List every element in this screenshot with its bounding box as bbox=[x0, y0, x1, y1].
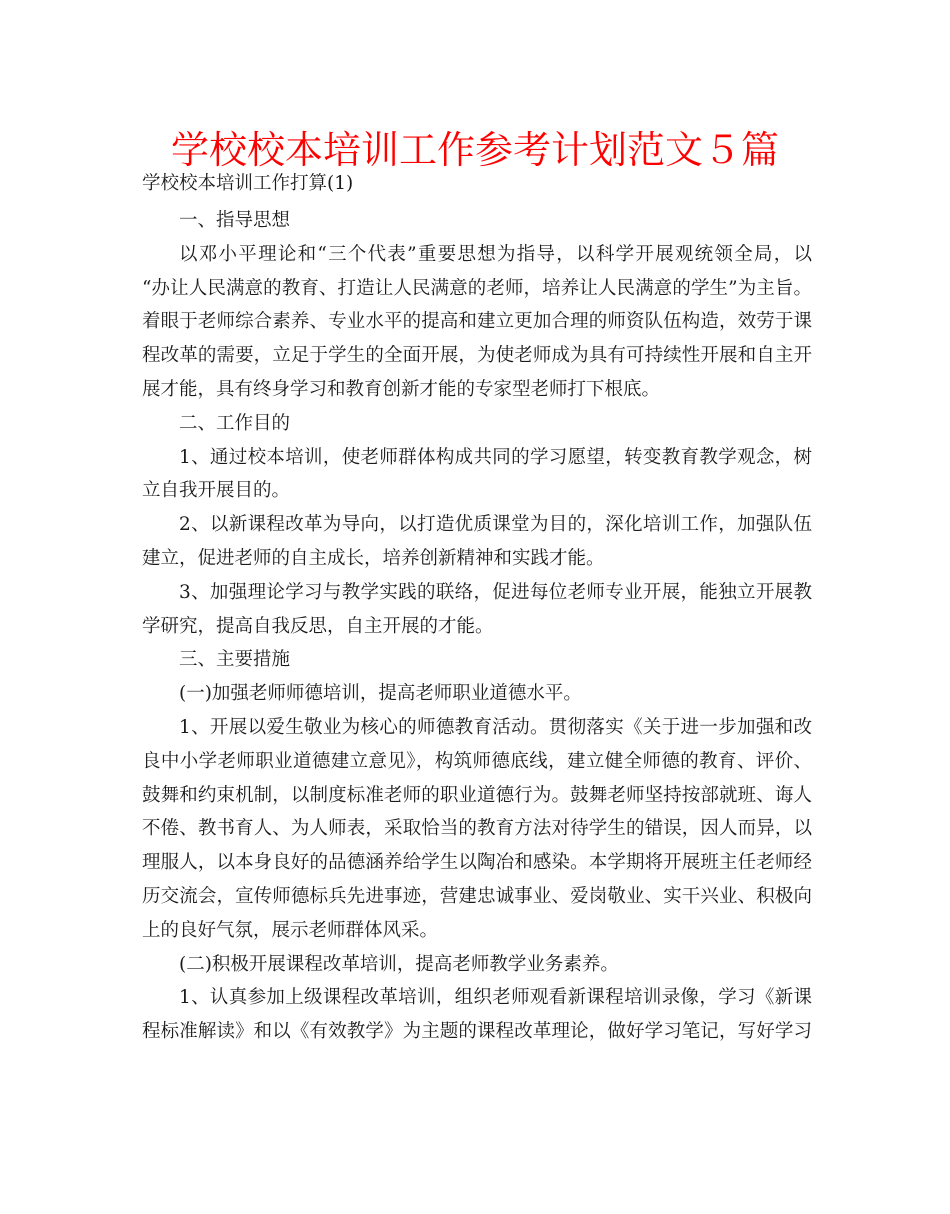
text-line: 1、开展以爱生敬业为核心的师德教育活动。贯彻落实《关于进一步加强和改 bbox=[179, 716, 812, 738]
text-line: 1、通过校本培训，使老师群体构成共同的学习愿望，转变教育教学观念，树 bbox=[179, 446, 812, 468]
heading-main-measures: 三、主要措施 bbox=[179, 649, 291, 671]
text-line: 历交流会，宣传师德标兵先进事迹，营建忠诚事业、爱岗敬业、实干兴业、积极向 bbox=[142, 885, 812, 907]
heading-work-goals: 二、工作目的 bbox=[179, 412, 291, 434]
paragraph-guiding-ideology bbox=[142, 238, 812, 407]
paragraph-goal-1 bbox=[142, 441, 812, 509]
paragraph-goal-3 bbox=[142, 576, 812, 644]
paragraph-goal-2 bbox=[142, 508, 812, 576]
text-line: 1、认真参加上级课程改革培训，组织老师观看新课程培训录像，学习《新课 bbox=[179, 987, 812, 1009]
heading-guiding-ideology: 一、指导思想 bbox=[179, 210, 291, 231]
document-body bbox=[142, 172, 812, 1049]
text-line: 立自我开展目的。 bbox=[142, 480, 291, 502]
text-line: 展才能，具有终身学习和教育创新才能的专家型老师打下根底。 bbox=[142, 378, 661, 400]
text-line: 着眼于老师综合素养、专业水平的提高和建立更加合理的师资队伍构造，效劳于课 bbox=[142, 311, 812, 333]
subheading-curriculum-training: (二)积极开展课程改革培训，提高老师教学业务素养。 bbox=[179, 953, 619, 975]
document-title: 学校校本培训工作参考计划范文５篇 bbox=[170, 128, 779, 172]
text-line: 鼓舞和约束机制，以制度标准老师的职业道德行为。鼓舞老师坚持按部就班、诲人 bbox=[142, 784, 812, 806]
text-line: 良中小学老师职业道德建立意见》，构筑师德底线，建立健全师德的教育、评价、 bbox=[142, 750, 812, 772]
text-line: 3、加强理论学习与教学实践的联络，促进每位老师专业开展，能独立开展教 bbox=[179, 581, 812, 603]
text-line: 程标准解读》和以《有效教学》为主题的课程改革理论，做好学习笔记，写好学习 bbox=[142, 1021, 812, 1043]
text-line: 理服人，以本身良好的品德涵养给学生以陶冶和感染。本学期将开展班主任老师经 bbox=[142, 852, 812, 874]
text-line: 建立，促进老师的自主成长，培养创新精神和实践才能。 bbox=[142, 547, 605, 569]
paragraph-curriculum-1 bbox=[142, 981, 812, 1049]
paragraph-ethics-1 bbox=[142, 711, 812, 948]
text-line: 以邓小平理论和“三个代表”重要思想为指导，以科学开展观统领全局，以 bbox=[179, 243, 812, 265]
subheading-ethics-training: (一)加强老师师德培训，提高老师职业道德水平。 bbox=[179, 683, 582, 705]
text-line: “办让人民满意的教育、打造让人民满意的老师，培养让人民满意的学生”为主旨。 bbox=[142, 277, 812, 299]
text-line: 不倦、教书育人、为人师表，采取恰当的教育方法对待学生的错误，因人而异，以 bbox=[142, 818, 812, 840]
section-subtitle: 学校校本培训工作打算(1) bbox=[142, 173, 354, 194]
text-line: 上的良好气氛，展示老师群体风采。 bbox=[142, 919, 439, 941]
text-line: 2、以新课程改革为导向，以打造优质课堂为目的，深化培训工作，加强队伍 bbox=[179, 514, 812, 536]
text-line: 程改革的需要，立足于学生的全面开展，为使老师成为具有可持续性开展和自主开 bbox=[142, 345, 812, 367]
text-line: 学研究，提高自我反思，自主开展的才能。 bbox=[142, 615, 494, 637]
